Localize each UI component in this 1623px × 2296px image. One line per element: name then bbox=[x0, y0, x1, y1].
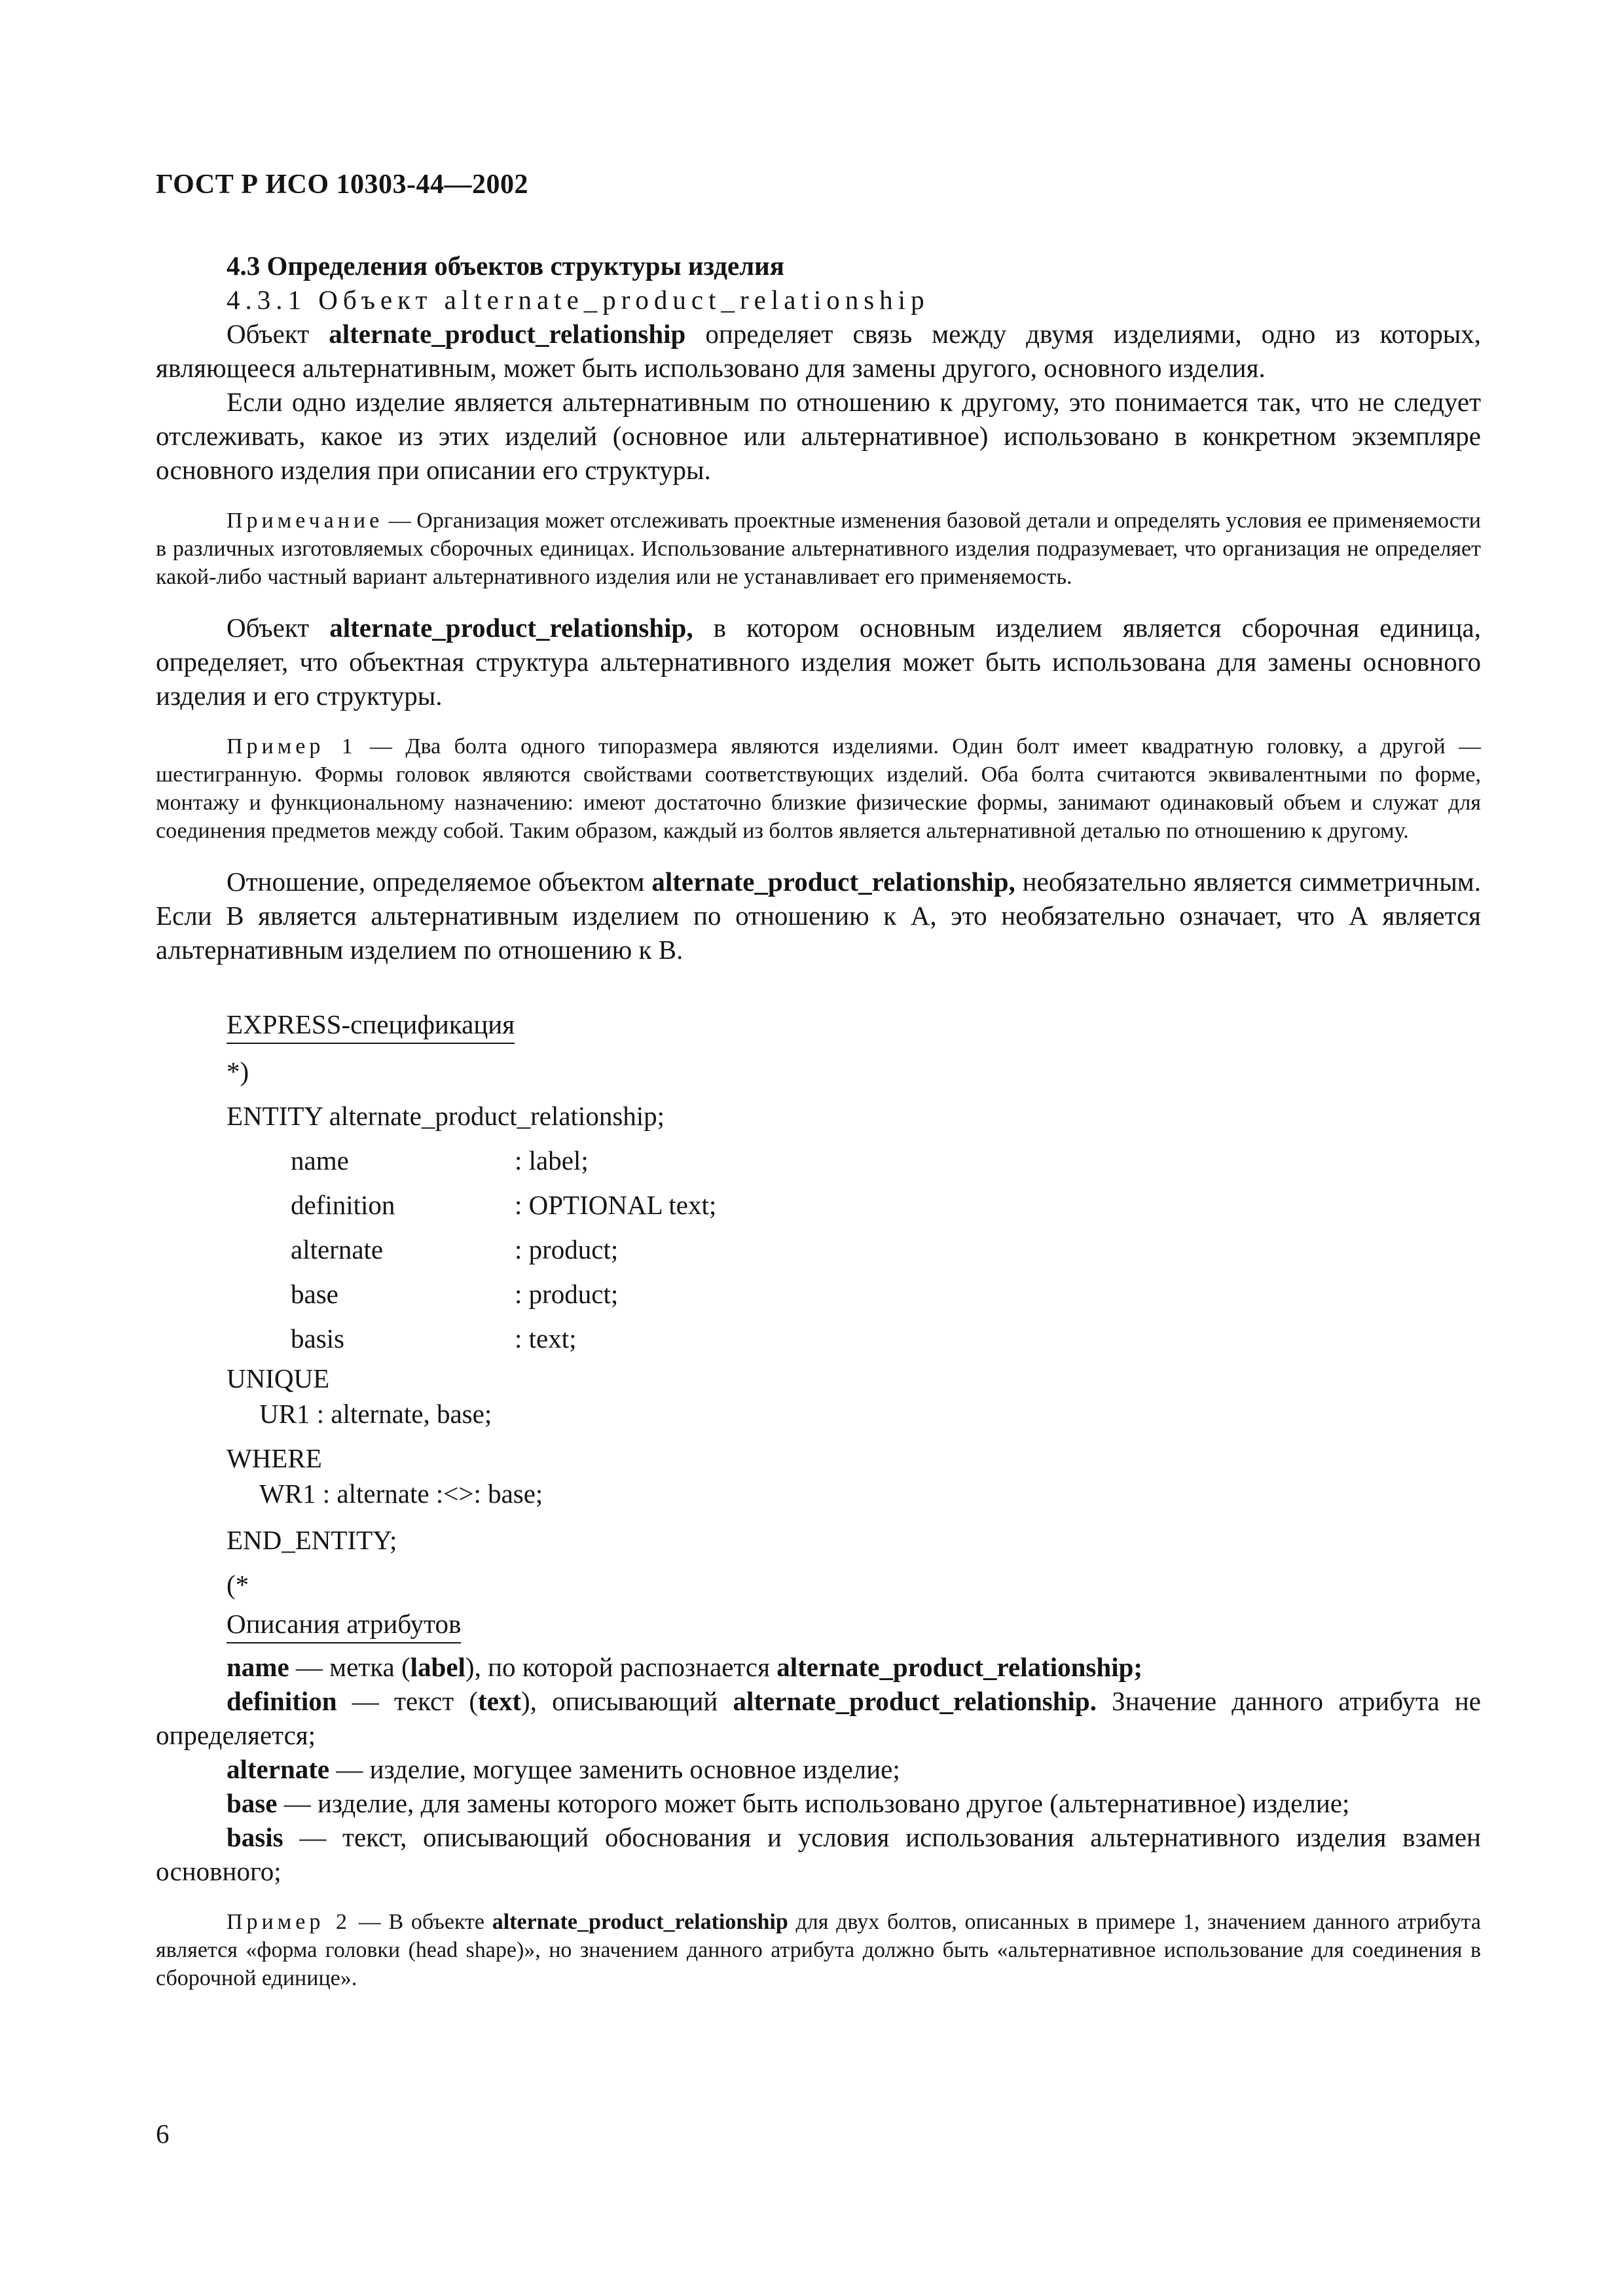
paragraph-1 bbox=[156, 317, 1481, 385]
attribute-descriptions bbox=[156, 1650, 1481, 1888]
para1-entity: alternate_product_relationship bbox=[329, 319, 686, 349]
attribute-name: name bbox=[291, 1145, 349, 1175]
attr-desc-name: name — метка (label), по которой распознается alternate_product_relationship; bbox=[227, 1652, 1143, 1682]
attribute-row bbox=[227, 1138, 1481, 1183]
attribute-type: : OPTIONAL text; bbox=[515, 1190, 717, 1220]
express-specification bbox=[156, 1007, 1481, 1643]
attribute-name: definition bbox=[291, 1190, 395, 1220]
express-heading: EXPRESS-спецификация bbox=[227, 1007, 515, 1044]
para1-pre: Объект bbox=[227, 319, 329, 349]
page-content bbox=[156, 243, 1481, 2012]
attr-desc-base: base — изделие, для замены которого может быть использовано другое (альтернативное) изделие; bbox=[227, 1788, 1350, 1818]
example-1 bbox=[156, 732, 1481, 845]
attribute-type: : product; bbox=[515, 1234, 619, 1265]
note bbox=[156, 507, 1481, 591]
attribute-type: : text; bbox=[515, 1323, 577, 1354]
express-entity: ENTITY alternate_product_relationship; bbox=[227, 1101, 665, 1131]
attribute-row bbox=[227, 1316, 1481, 1361]
express-open: *) bbox=[227, 1056, 249, 1086]
attribute-row bbox=[227, 1183, 1481, 1227]
example-2: Пример 2 — В объекте alternate_product_relationship для двух болтов, описанных в примере 1, значением данного атрибута является «форма головки (head shape)», но значением данного атрибута должно быть «альтернативное использование для соединения в сборочной единице». bbox=[156, 1910, 1482, 1990]
para4-entity: alternate_product_relationship, bbox=[651, 867, 1015, 897]
attribute-name: basis bbox=[291, 1323, 344, 1354]
express-where-rule: WR1 : alternate :<>: base; bbox=[259, 1479, 543, 1509]
express-end-entity: END_ENTITY; bbox=[227, 1525, 397, 1555]
note-text: — Организация может отслеживать проектные изменения базовой детали и определять условия ее применяемости в различных изготовляемых сборочных единицах. Использование альтернативного изделия подразумевает, что организация не определяет какой-либо частный вариант альтернативного изделия или не устанавливает его применяемость. bbox=[156, 509, 1481, 589]
attribute-type: : label; bbox=[515, 1145, 589, 1175]
attribute-name: alternate bbox=[291, 1234, 384, 1265]
page-number: 6 bbox=[156, 2119, 170, 2149]
attr-desc-definition: definition — текст (text), описывающий alternate_product_relationship. Значение данного атрибута не определяется; bbox=[156, 1686, 1481, 1750]
para4-pre: Отношение, определяемое объектом bbox=[227, 867, 652, 897]
section-title: 4.3 Определения объектов структуры изделия bbox=[227, 251, 784, 281]
attribute-descriptions-heading: Описания атрибутов bbox=[227, 1607, 461, 1643]
attribute-row bbox=[227, 1272, 1481, 1316]
example2-label: Пример 2 bbox=[227, 1910, 352, 1934]
document-header: ГОСТ Р ИСО 10303-44—2002 bbox=[156, 170, 529, 200]
para3-pre: Объект bbox=[227, 613, 330, 643]
attribute-name: base bbox=[291, 1279, 338, 1309]
para3-post: в котором основным изделием является сборочная единица, определяет, что объектная структура альтернативного изделия может быть использована для замены основного изделия и его структуры. bbox=[156, 613, 1481, 711]
paragraph-3 bbox=[156, 611, 1481, 713]
note-label: Примечание bbox=[227, 509, 384, 533]
attribute-row bbox=[227, 1227, 1481, 1272]
express-unique-rule: UR1 : alternate, base; bbox=[259, 1399, 492, 1429]
attr-desc-alternate: alternate — изделие, могущее заменить основное изделие; bbox=[227, 1754, 900, 1784]
attr-desc-basis: basis — текст, описывающий обоснования и условия использования альтернативного изделия взамен основного; bbox=[156, 1822, 1481, 1886]
para3-entity: alternate_product_relationship, bbox=[329, 613, 693, 643]
subsection-title: 4.3.1 Объект alternate_product_relationship bbox=[227, 285, 930, 315]
paragraph-4 bbox=[156, 865, 1481, 967]
para4-post: необязательно является симметричным. Если В является альтернативным изделием по отношению к А, это необязательно означает, что А является альтернативным изделием по отношению к В. bbox=[156, 867, 1481, 965]
example1-text: — Два болта одного типоразмера являются изделиями. Один болт имеет квадратную головку, а другой — шестигранную. Формы головок являются свойствами соответствующих изделий. Оба болта считаются эквивалентными по форме, монтажу и функциональному назначению: имеют достаточно близкие физические формы, занимают одинаковый объем и служат для соединения предметов между собой. Таким образом, каждый из болтов является альтернативной деталью по отношению к другому. bbox=[156, 734, 1481, 843]
express-code bbox=[227, 1049, 1481, 1607]
paragraph-2: Если одно изделие является альтернативным по отношению к другому, это понимается так, что не следует отслеживать, какое из этих изделий (основное или альтернативное) использовано в конкретном экземпляре основного изделия при описании его структуры. bbox=[156, 387, 1481, 485]
example1-label: Пример 1 bbox=[227, 734, 357, 759]
express-close: (* bbox=[227, 1570, 249, 1600]
express-unique: UNIQUE bbox=[227, 1363, 330, 1393]
express-where: WHERE bbox=[227, 1443, 322, 1473]
attribute-type: : product; bbox=[515, 1279, 619, 1309]
para1-post: определяет связь между двумя изделиями, одно из которых, являющееся альтернативным, может быть использовано для замены другого, основного изделия. bbox=[156, 319, 1481, 383]
